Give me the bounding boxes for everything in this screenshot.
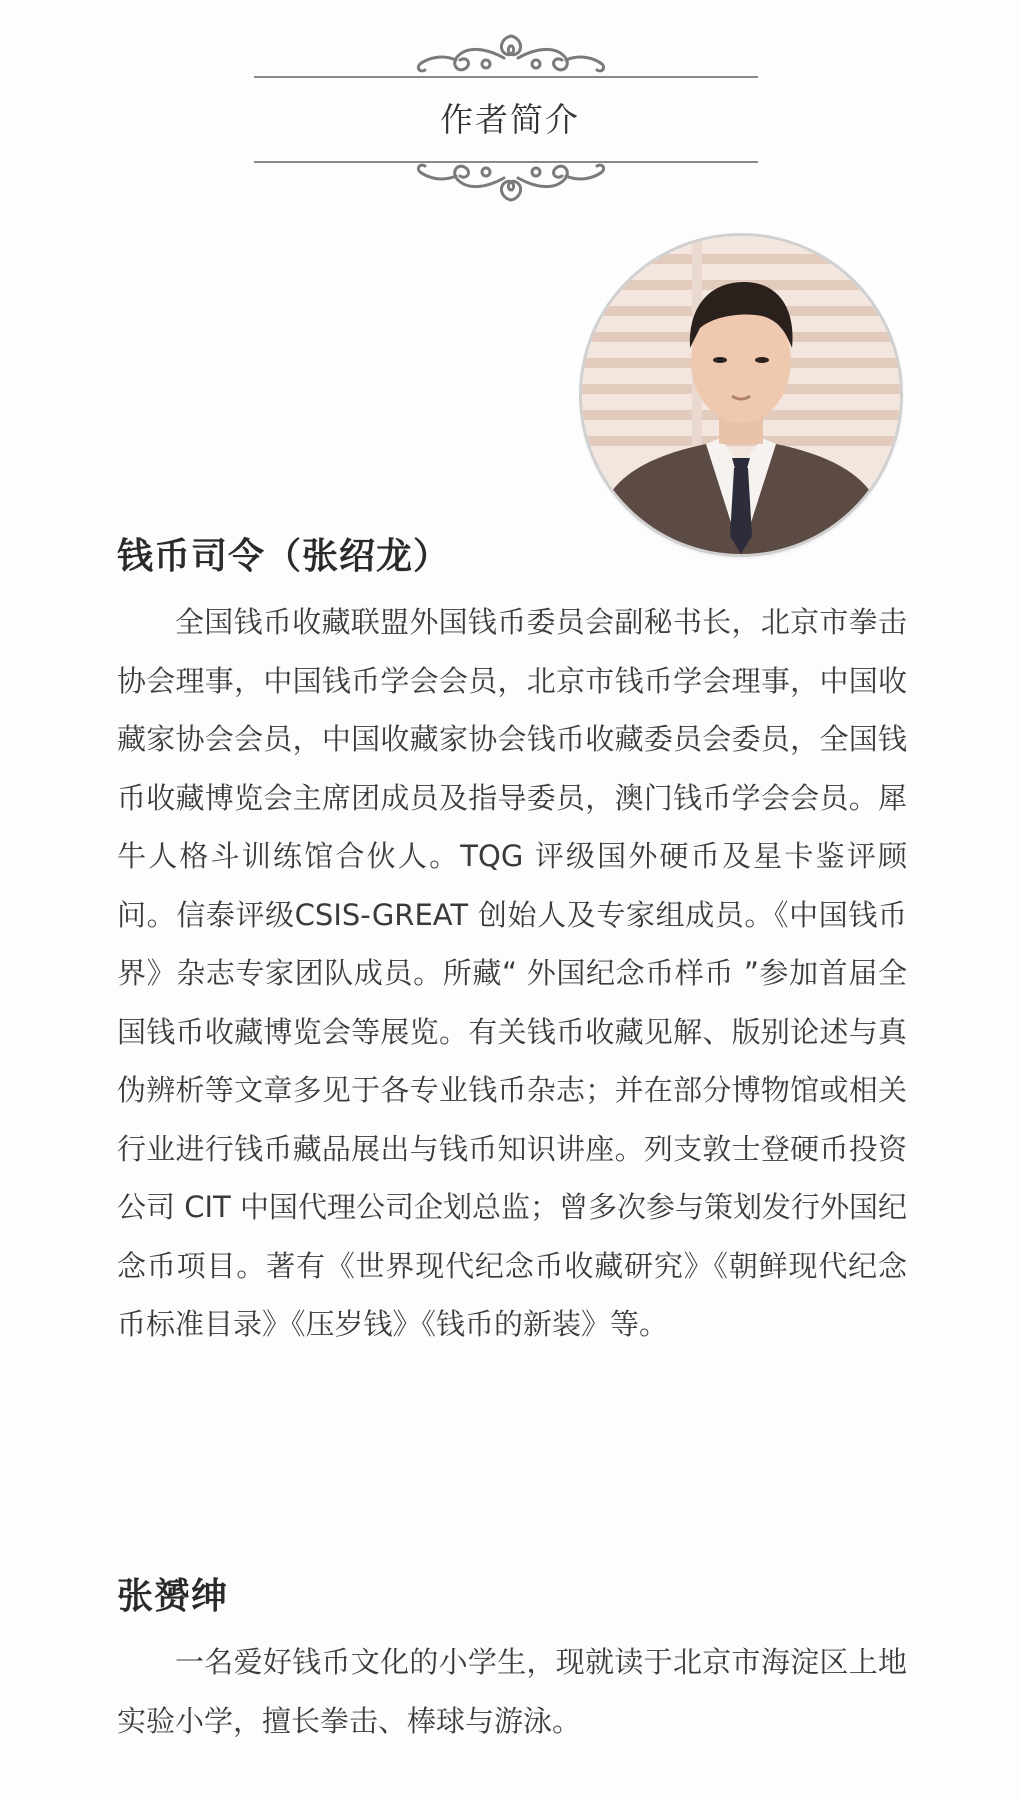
top-divider: [254, 76, 758, 78]
ornament-bottom-icon: [406, 158, 616, 208]
ornament-top-icon: [406, 28, 616, 78]
author-portrait: [582, 236, 900, 554]
author-bio-text-2: 一名爱好钱币文化的小学生，现就读于北京市海淀区上地实验小学，擅长拳击、棒球与游泳。: [117, 1645, 907, 1738]
page-title: 作者简介: [440, 100, 580, 139]
author-name-1: 钱币司令（张绍龙）: [117, 536, 451, 577]
author-bio-2: [117, 1568, 907, 1750]
author-name-2: 张赟绅: [117, 1576, 229, 1617]
author-bio-text-1: 全国钱币收藏联盟外国钱币委员会副秘书长，北京市拳击协会理事，中国钱币学会会员，北京市钱币学会理事，中国收藏家协会会员，中国收藏家协会钱币收藏委员会委员，全国钱币收藏博览会主席团成员及指导委员，澳门钱币学会会员。犀牛人格斗训练馆合伙人。TQG 评级国外硬币及星卡鉴评顾问。信泰评级CSIS-GREAT 创始人及专家组成员。《中国钱币界》杂志专家团队成员。所藏“ 外国纪念币样币 ”参加首届全国钱币收藏博览会等展览。有关钱币收藏见解、版别论述与真伪辨析等文章多见于各专业钱币杂志；并在部分博物馆或相关行业进行钱币藏品展出与钱币知识讲座。列支敦士登硬币投资公司 CIT 中国代理公司企划总监；曾多次参与策划发行外国纪念币项目。著有《世界现代纪念币收藏研究》《朝鲜现代纪念币标准目录》《压岁钱》《钱币的新装》等。: [117, 605, 907, 1341]
author-bio-1: [117, 528, 907, 1354]
section-header: [0, 0, 1020, 220]
